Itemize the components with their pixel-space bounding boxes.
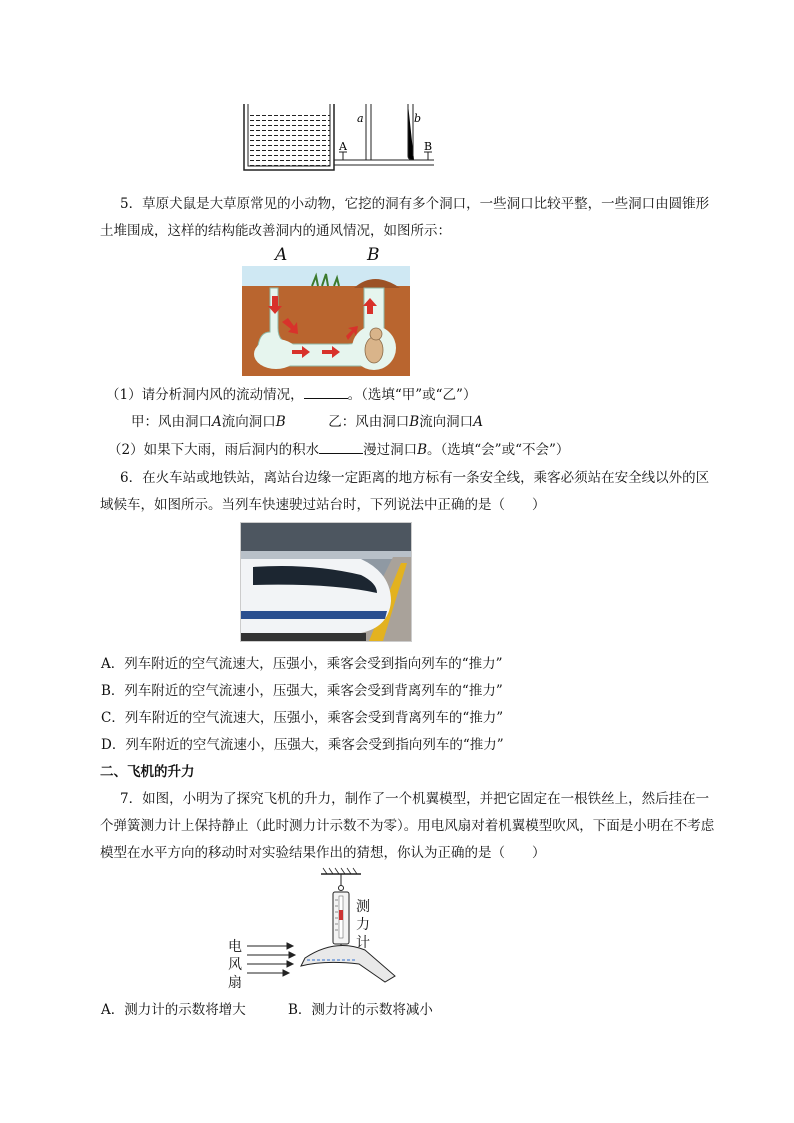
- fan-label-3: 扇: [228, 975, 242, 991]
- section-title: 二、飞机的升力: [100, 764, 195, 780]
- opt-yi-B: B: [409, 414, 420, 430]
- opt-jia-text: 甲：风由洞口: [131, 414, 212, 430]
- q7-line3: 模型在水平方向的移动时对实验结果作出的猜想，你认为正确的是（ ）: [100, 845, 546, 861]
- meter-label: [356, 898, 370, 952]
- opt-yi-text2: 流向洞口: [419, 414, 474, 430]
- train-photo: [240, 522, 412, 642]
- valve-B-label: B: [424, 140, 433, 153]
- vessel-figure: [238, 98, 453, 174]
- q7-line1: 7．如图，小明为了探究飞机的升力，制作了一个机翼模型，并把它固定在一根铁丝上，然后挂在一: [120, 791, 710, 807]
- opt-jia-A: A: [212, 414, 222, 430]
- q5-sub2-B: B: [417, 442, 428, 458]
- q6-option-c[interactable]: C．列车附近的空气流速大，压强小，乘客会受到背离列车的“推力”: [101, 710, 504, 726]
- fan-label-2: 风: [228, 957, 242, 973]
- fan-label: [228, 938, 242, 992]
- meter-label-1: 测: [356, 899, 370, 915]
- valve-A-label: A: [339, 140, 347, 153]
- burrow-figure: [242, 266, 410, 376]
- meter-label-3: 计: [356, 935, 370, 951]
- q6-line1: 6．在火车站或地铁站，离站台边缘一定距离的地方标有一条安全线，乘客必须站在安全线以外的区: [120, 470, 710, 486]
- wing-figure: [225, 866, 430, 990]
- fan-label-1: 电: [228, 939, 242, 955]
- q5-sub1-suffix: 。（选填“甲”或“乙”）: [347, 387, 477, 403]
- meter-label-2: 力: [356, 917, 370, 933]
- q6-line2: 域候车，如图所示。当列车快速驶过站台时，下列说法中正确的是（ ）: [100, 497, 546, 513]
- burrow-label-A: A: [275, 245, 288, 265]
- q6-option-b[interactable]: B．列车附近的空气流速小，压强大，乘客会受到背离列车的“推力”: [101, 683, 503, 699]
- q5-sub2-suffix: 。（选填“会”或“不会”）: [427, 442, 570, 458]
- q6-option-a[interactable]: A．列车附近的空气流速大，压强小，乘客会受到指向列车的“推力”: [101, 656, 503, 672]
- q7-option-a[interactable]: A．测力计的示数将增大: [101, 1002, 246, 1018]
- opt-yi-text: 乙：风由洞口: [328, 414, 410, 430]
- q5-line2: 土堆围成，这样的结构能改善洞内的通风情况，如图所示：: [100, 223, 451, 239]
- opt-jia-B: B: [275, 414, 286, 430]
- q5-sub1-blank[interactable]: [304, 385, 348, 399]
- q5-sub2: [108, 440, 569, 460]
- q5-sub1-prefix: （1）请分析洞内风的流动情况，: [106, 387, 304, 403]
- q7-line2: 个弹簧测力计上保持静止（此时测力计示数不为零）。用电风扇对着机翼模型吹风，下面是小明在不考虑: [100, 818, 715, 834]
- q5-sub2-prefix: （2）如果下大雨，雨后洞内的积水: [108, 442, 320, 458]
- q5-line1: 5．草原犬鼠是大草原常见的小动物，它挖的洞有多个洞口，一些洞口比较平整，一些洞口由圆锥形: [120, 196, 710, 212]
- tube-b-label: b: [414, 112, 422, 125]
- q5-sub2-mid: 漫过洞口: [363, 442, 418, 458]
- q5-sub2-blank[interactable]: [319, 440, 363, 454]
- opt-jia-text2: 流向洞口: [221, 414, 276, 430]
- tube-a-label: a: [357, 112, 364, 125]
- q5-sub1: [106, 385, 476, 405]
- q5-options: [131, 412, 483, 432]
- opt-yi-A: A: [473, 414, 483, 430]
- burrow-label-B: B: [367, 245, 380, 265]
- q7-option-b[interactable]: B．测力计的示数将减小: [288, 1002, 433, 1018]
- q6-option-d[interactable]: D．列车附近的空气流速小，压强大，乘客会受到指向列车的“推力”: [101, 737, 504, 753]
